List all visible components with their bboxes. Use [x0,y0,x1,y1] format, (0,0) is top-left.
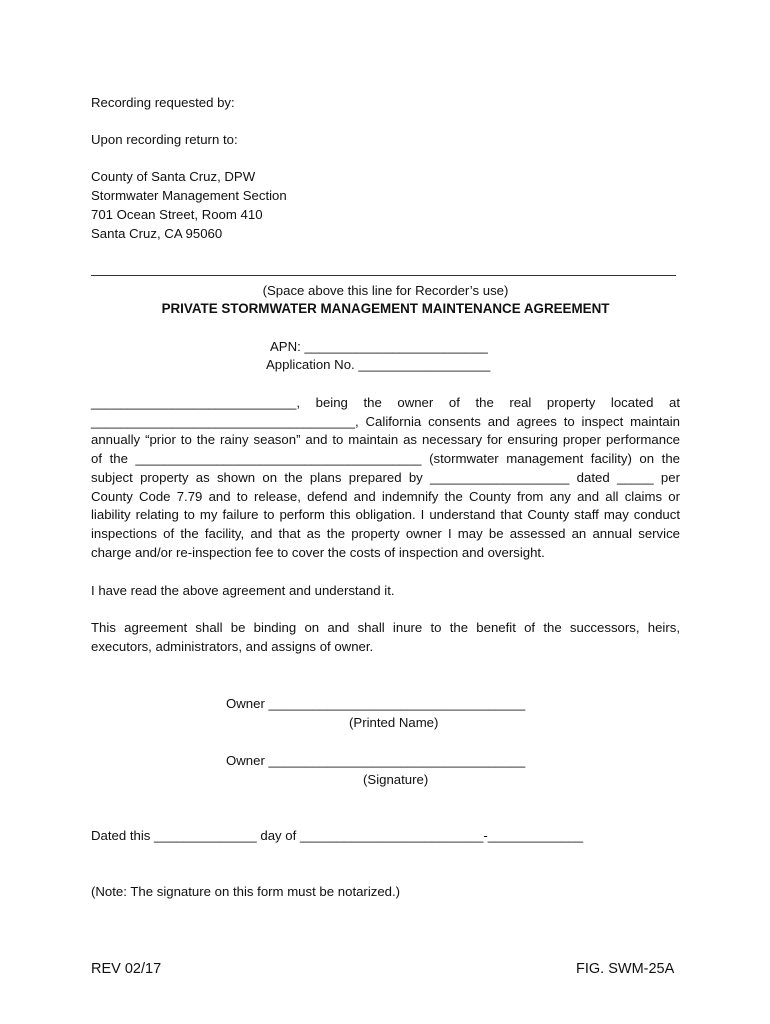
return-address-line: County of Santa Cruz, DPW [91,169,256,184]
printed-name-caption: (Printed Name) [349,715,439,730]
read-statement: I have read the above agreement and understand it. [91,583,395,598]
binding-line: executors, administrators, and assigns of owner. [91,638,374,654]
binding-paragraph [91,619,680,656]
agreement-line: inspections of the facility, and that as the property owner I may be assessed an annual service [91,525,680,541]
revision-label: REV 02/17 [91,961,162,977]
owner-signature-field[interactable]: Owner ___________________________________ [226,753,526,768]
agreement-paragraph [91,394,680,562]
agreement-line: County Code 7.79 and to release, defend and indemnify the County from any and all claims or [91,488,680,504]
return-to-label: Upon recording return to: [91,132,238,147]
agreement-line: of the _______________________________________ (stormwater management facility) on the [91,451,680,467]
binding-line: This agreement shall be binding on and shall inure to the benefit of the successors, heirs, [91,620,680,635]
notarization-note: (Note: The signature on this form must be notarized.) [91,884,401,899]
agreement-line: liability relating to my failure to perform this obligation. I understand that County staff may conduct [91,507,680,523]
agreement-line: charge and/or re-inspection fee to cover the costs of inspection and oversight. [91,544,545,560]
figure-label: FIG. SWM-25A [576,961,675,977]
dated-field[interactable]: Dated this ______________ day of _________________________-_____________ [91,828,584,843]
agreement-line: ____________________________________, California consents and agrees to inspect maintain [91,413,680,429]
agreement-line: subject property as shown on the plans prepared by ___________________ dated _____ per [91,469,680,485]
document-title: PRIVATE STORMWATER MANAGEMENT MAINTENANCE AGREEMENT [161,301,610,316]
return-address-line: Stormwater Management Section [91,188,287,203]
return-address-line: Santa Cruz, CA 95060 [91,226,223,241]
signature-caption: (Signature) [363,772,429,787]
agreement-line: annually “prior to the rainy season” and to maintain as necessary for ensuring proper performance [91,432,680,448]
recording-requested-label: Recording requested by: [91,95,235,110]
recorder-note: (Space above this line for Recorder’s use) [262,283,509,298]
return-address-line: 701 Ocean Street, Room 410 [91,207,263,222]
apn-field[interactable]: APN: _________________________ [270,339,488,354]
recorder-divider-line [91,275,676,276]
agreement-line: ____________________________, being the owner of the real property located at [91,395,680,410]
owner-printed-name-field[interactable]: Owner ___________________________________ [226,696,526,711]
application-number-field[interactable]: Application No. __________________ [266,357,491,372]
